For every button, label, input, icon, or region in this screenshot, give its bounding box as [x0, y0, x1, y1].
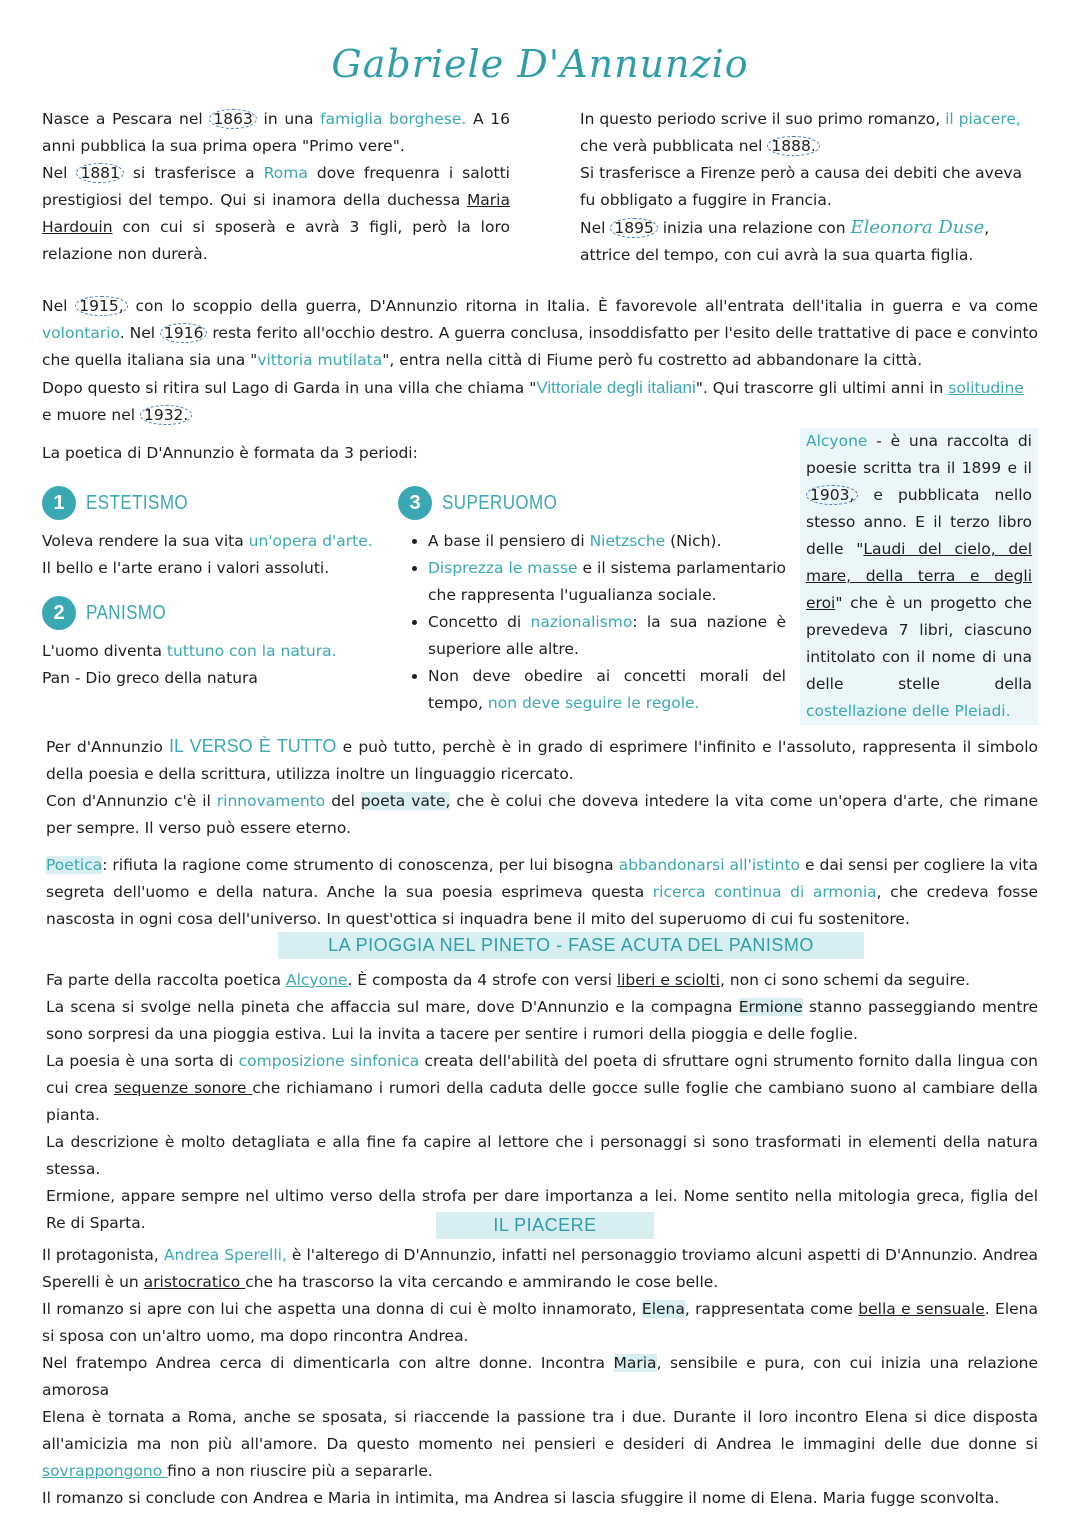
list-item: • A base il pensiero di Nietzsche (Nich).	[428, 528, 786, 555]
number-badge: 3	[398, 486, 432, 520]
war-paragraph: Nel 1915, con lo scoppio della guerra, D'Annunzio ritorna in Italia. È favorevole all'entrata dell'italia in guerra e va come volontario. Nel 1916 resta ferito all'occhio destro. A guerra conclusa, insoddisfatto per l'esito delle trattative di pace e convinto che quella italiana sia una "vittoria mutilata", entra nella città di Fiume però fu costretto ad abbandonare la città. Dopo questo si ritira sul Lago di Garda in una villa che chiama "Vittoriale degli italiani". Qui trascorre gli ultimi anni in solitudine e muore nel 1932.	[42, 297, 1039, 424]
piacere-heading: IL PIACERE	[436, 1212, 654, 1239]
number-badge: 1	[42, 486, 76, 520]
alcyone-box: Alcyone - è una raccolta di poesie scritta tra il 1899 e il 1903, e pubblicata nello stesso anno. E il terzo libro delle "Laudi del cielo, del mare, della terra e degli eroi" che è un progetto che prevedeva 7 libri, ciascuno intitolato con il nome di una delle stelle della costellazione delle Pleiadi.	[800, 428, 1038, 725]
number-badge: 2	[42, 596, 76, 630]
year-1888: 1888.	[767, 136, 819, 156]
bio-left: Nasce a Pescara nel 1863 in una famiglia borghese. A 16 anni pubblica la sua prima opera "Primo vere". Nel 1881 si trasferisce a Roma dove frequenra i salotti prestigiosi del tempo. Qui si inamora della duchessa Maria Hardouin con cui si sposerà e avrà 3 figli, però la loro relazione non durerà.	[42, 110, 510, 263]
year-1863: 1863	[209, 109, 256, 129]
section-panismo: 2 PANISMO L'uomo diventa tuttuno con la natura. Pan - Dio greco della natura	[42, 596, 382, 692]
section-estetismo: 1 ESTETISMO Voleva rendere la sua vita un'opera d'arte. Il bello e l'arte erano i valori assoluti.	[42, 486, 382, 582]
poetica-paragraph: Poetica: rifiuta la ragione come strumento di conoscenza, per lui bisogna abbandonarsi all'istinto e dai sensi per cogliere la vita segreta dell'uomo e della natura. Anche la sua poesia esprimeva questa ricerca continua di armonia, che credeva fosse nascosta in ogni cosa dell'universo. In quest'ottica si inquadra bene il mito del superuomo di cui fu sostenitore.	[46, 856, 1038, 928]
list-item: • Concetto di nazionalismo: la sua nazione è superiore alle altre.	[428, 609, 786, 663]
year-1881: 1881	[76, 163, 123, 183]
section-title: PANISMO	[86, 601, 167, 624]
page-title: Gabriele D'Annunzio	[331, 42, 749, 86]
list-item: • Non deve obedire ai concetti morali del tempo, non deve seguire le regole.	[428, 663, 786, 717]
year-1895: 1895	[610, 218, 657, 238]
pioggia-heading: LA PIOGGIA NEL PINETO - FASE ACUTA DEL PANISMO	[278, 932, 864, 959]
eleonora-duse: Eleonora Duse	[850, 217, 985, 238]
section-superuomo	[398, 486, 786, 717]
verso-paragraph: Per d'Annunzio IL VERSO È TUTTO e può tutto, perchè è in grado di esprimere l'infinito e l'assoluto, rappresenta il simbolo della poesia e della scrittura, utilizza inoltre un linguaggio ricercato. Con d'Annunzio c'è il rinnovamento del poeta vate, che è colui che doveva intedere la vita come un'opera d'arte, che rimane per sempre. Il verso può essere eterno.	[46, 736, 1038, 837]
pioggia-text: Fa parte della raccolta poetica Alcyone. È composta da 4 strofe con versi liberi e sciolti, non ci sono schemi da seguire. La scena si svolge nella pineta che affaccia sul mare, dove D'Annunzio e la compagna Ermione stanno passeggiando mentre sono sorpresi da una pioggia estiva. Lui la invita a tacere per sentire i rumori della pioggia e delle foglie. La poesia è una sorta di composizione sinfonica creata dell'abilità del poeta di sfruttare ogni strumento fornito dalla lingua con cui crea sequenze sonore che richiamano i rumori della caduta delle gocce sulle foglie che cambiano suono al cambiare della pianta. La descrizione è molto detagliata e alla fine fa capire al lettore che i personaggi si sono trasformati in elementi della natura stessa. Ermione, appare sempre nel ultimo verso della strofa per dare importanza a lei. Nome sentito nella mitologia greca, figlia del Re di Sparta.	[46, 971, 1038, 1232]
section-title: ESTETISMO	[86, 491, 189, 514]
poetica-intro: La poetica di D'Annunzio è formata da 3 periodi:	[42, 444, 418, 462]
section-title: SUPERUOMO	[442, 491, 558, 514]
list-item: • Disprezza le masse e il sistema parlamentario che rappresenta l'ugualianza sociale.	[428, 555, 786, 609]
bio-right: In questo periodo scrive il suo primo romanzo, il piacere, che verà pubblicata nel 1888. Si trasferisce a Firenze però a causa dei debiti che aveva fu obbligato a fuggire in Francia. Nel 1895 inizia una relazione con Eleonora Duse, attrice del tempo, con cui avrà la sua quarta figlia.	[580, 110, 1023, 264]
piacere-text: Il protagonista, Andrea Sperelli, è l'alterego di D'Annunzio, infatti nel personaggio troviamo alcuni aspetti di D'Annunzio. Andrea Sperelli è un aristocratico che ha trascorso la vita cercando e ammirando le cose belle. Il romanzo si apre con lui che aspetta una donna di cui è molto innamorato, Elena, rappresentata come bella e sensuale. Elena si sposa con un'altro uomo, ma dopo rincontra Andrea. Nel fratempo Andrea cerca di dimenticarla con altre donne. Incontra Maria, sensibile e pura, con cui inizia una relazione amorosa Elena è tornata a Roma, anche se sposata, si riaccende la passione tra i due. Durante il loro incontro Elena si dice disposta all'amicizia ma non più all'amore. Da questo momento nei pensieri e desideri di Andrea le immagini delle due donne si sovrappongono fino a non riuscire più a separarle. Il romanzo si conclude con Andrea e Maria in intimita, ma Andrea si lascia sfuggire il nome di Elena. Maria fugge sconvolta.	[42, 1246, 1038, 1507]
